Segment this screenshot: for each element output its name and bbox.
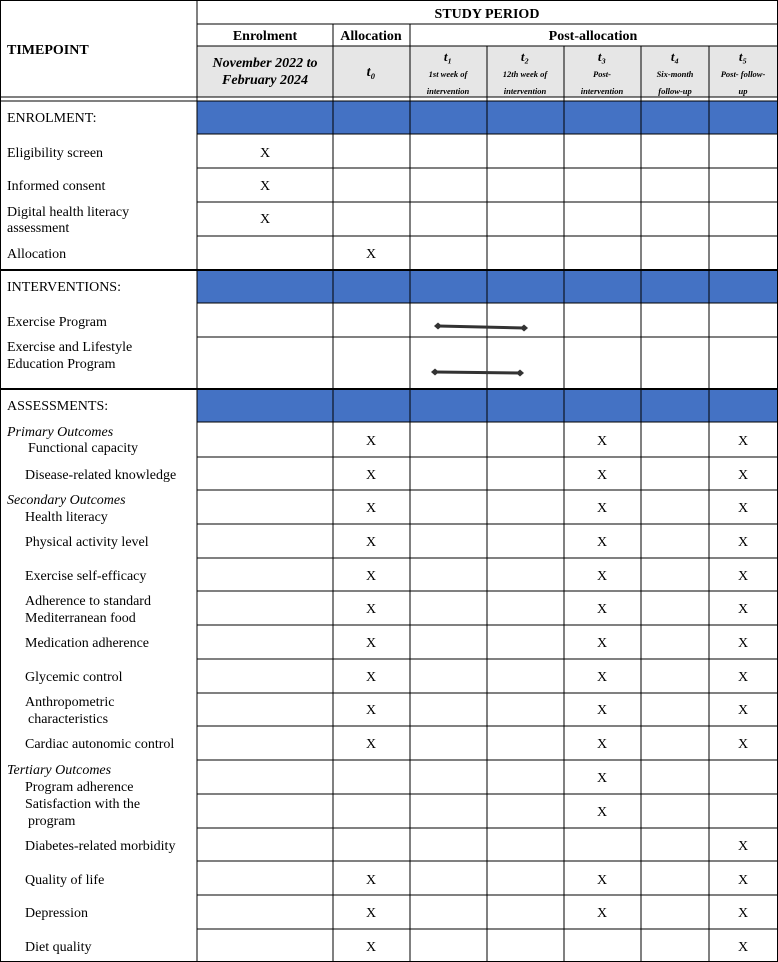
mark: X [596,468,608,483]
subheading-secondary: Secondary Outcomes [7,493,126,508]
section-interventions: INTERVENTIONS: [7,280,121,295]
mark: X [365,535,377,550]
subheading-tertiary: Tertiary Outcomes [7,763,112,778]
row-exercise: Exercise Program [7,315,107,330]
row-physical: Physical activity level [25,535,149,550]
t1-line1: 1st week of [428,69,468,79]
mark: X [737,940,749,955]
row-diet: Diet quality [25,940,92,955]
row-med-line2: Mediterranean food [25,611,136,626]
t2-label: t₂ [520,49,530,64]
mark: X [737,737,749,752]
education-duration-bar [431,369,524,377]
row-anthro-line2: characteristics [28,712,109,727]
mark: X [596,737,608,752]
mark: X [365,670,377,685]
row-sat-line1: Satisfaction with the [25,797,141,812]
mark: X [365,247,377,262]
mark: X [737,602,749,617]
mark: X [365,940,377,955]
row-cardiac: Cardiac autonomic control [25,737,175,752]
row-ele-line1: Exercise and Lifestyle [7,340,133,355]
timepoint-label: TIMEPOINT [7,43,89,58]
mark: X [596,873,608,888]
study-period-title: STUDY PERIOD [434,7,540,22]
mark: X [596,569,608,584]
mark: X [737,468,749,483]
mark: X [365,906,377,921]
mark: X [596,670,608,685]
t3-line2: intervention [580,86,624,96]
mark: X [737,873,749,888]
row-consent: Informed consent [7,179,106,194]
row-allocation: Allocation [7,247,67,262]
row-program-adherence: Program adherence [25,780,134,795]
mark: X [737,501,749,516]
mark: X [596,906,608,921]
t1-line2: intervention [426,86,470,96]
t2-line1: 12th week of [502,69,548,79]
mark: X [596,501,608,516]
mark: X [596,636,608,651]
t4-line2: follow-up [658,86,692,96]
mark: X [737,535,749,550]
mark: X [365,434,377,449]
mark: X [737,670,749,685]
mark: X [259,212,271,227]
row-morbidity: Diabetes-related morbidity [25,839,176,854]
enrolment-date-cell [197,46,333,97]
t5-line2: up [738,86,748,96]
subheading-primary: Primary Outcomes [7,425,114,440]
mark: X [596,703,608,718]
row-glycemic: Glycemic control [25,670,123,685]
row-sat-line2: program [28,814,76,829]
mark: X [596,602,608,617]
mark: X [737,703,749,718]
mark: X [737,569,749,584]
row-eligibility: Eligibility screen [7,146,104,161]
mark: X [365,468,377,483]
mark: X [365,569,377,584]
row-dhl-line1: Digital health literacy [7,205,130,220]
t0-label: t₀ [366,65,376,80]
t5-line1: Post- follow- [720,69,766,79]
t4-label: t₄ [670,49,680,64]
allocation-header: Allocation [340,29,402,44]
t1-label: t₁ [443,49,453,64]
mark: X [259,146,271,161]
section-enrolment: ENROLMENT: [7,111,97,126]
mark: X [737,434,749,449]
mark: X [365,602,377,617]
mark: X [365,873,377,888]
post-allocation-header: Post-allocation [548,29,638,44]
enrolment-header: Enrolment [232,29,298,44]
t5-label: t₅ [738,49,748,64]
enrolment-date-line2: February 2024 [222,73,308,88]
exercise-duration-bar [434,323,528,332]
mark: X [737,636,749,651]
mark: X [365,636,377,651]
row-self-efficacy: Exercise self-efficacy [25,569,147,584]
row-med-line1: Adherence to standard [25,594,151,609]
mark: X [737,906,749,921]
row-functional: Functional capacity [28,441,139,456]
row-ele-line2: Education Program [7,357,116,372]
row-medication: Medication adherence [25,636,149,651]
row-knowledge: Disease-related knowledge [25,468,177,483]
t4-line1: Six-month [656,69,694,79]
t3-line1: Post- [593,69,611,79]
enrolment-date-line1: November 2022 to [212,56,318,71]
t2-line2: intervention [503,86,547,96]
row-depression: Depression [25,906,88,921]
mark: X [259,179,271,194]
mark: X [596,434,608,449]
row-anthro-line1: Anthropometric [25,695,115,710]
row-health-literacy: Health literacy [25,510,108,525]
row-dhl-line2: assessment [7,221,70,236]
mark: X [365,703,377,718]
mark: X [365,501,377,516]
mark: X [737,839,749,854]
mark: X [596,535,608,550]
row-qol: Quality of life [25,873,105,888]
mark: X [365,737,377,752]
mark: X [596,771,608,786]
mark: X [596,805,608,820]
t3-label: t₃ [597,49,607,64]
section-assessments: ASSESSMENTS: [7,399,109,414]
